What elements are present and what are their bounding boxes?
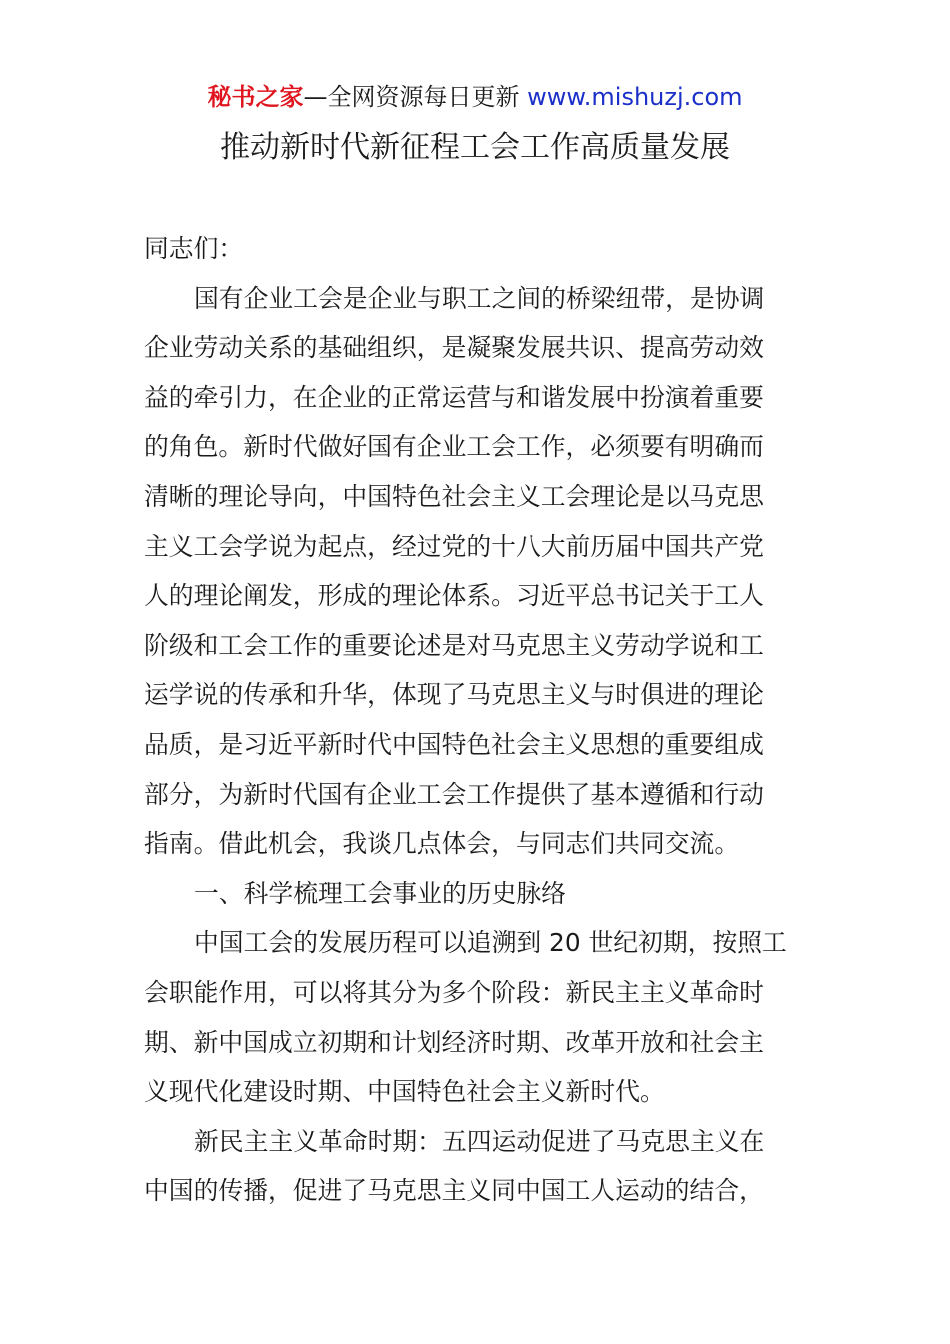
body-line: 新民主主义革命时期：五四运动促进了马克思主义在 bbox=[194, 1126, 765, 1156]
body-line: 主义工会学说为起点，经过党的十八大前历届中国共产党 bbox=[144, 531, 764, 561]
section-heading: 一、科学梳理工会事业的历史脉络 bbox=[194, 878, 566, 908]
body-line: 期、新中国成立初期和计划经济时期、改革开放和社会主 bbox=[144, 1027, 764, 1057]
body-line: 清晰的理论导向，中国特色社会主义工会理论是以马克思 bbox=[144, 481, 764, 511]
site-brand: 秘书之家 bbox=[207, 83, 304, 111]
body-line: 阶级和工会工作的重要论述是对马克思主义劳动学说和工 bbox=[144, 630, 764, 660]
body-line: 会职能作用，可以将其分为多个阶段：新民主主义革命时 bbox=[144, 977, 764, 1007]
site-tagline: —全网资源每日更新 bbox=[303, 83, 528, 111]
body-line: 品质，是习近平新时代中国特色社会主义思想的重要组成 bbox=[144, 729, 764, 759]
body-line: 国有企业工会是企业与职工之间的桥梁纽带，是协调 bbox=[194, 283, 765, 313]
body-line: 运学说的传承和升华，体现了马克思主义与时俱进的理论 bbox=[144, 680, 764, 710]
site-banner bbox=[0, 80, 950, 114]
body-line: 的角色。新时代做好国有企业工会工作，必须要有明确而 bbox=[144, 432, 764, 462]
body-line: 指南。借此机会，我谈几点体会，与同志们共同交流。 bbox=[144, 829, 740, 859]
site-url-link[interactable]: www.mishuzj.com bbox=[527, 83, 743, 111]
body-line: 益的牵引力，在企业的正常运营与和谐发展中扮演着重要 bbox=[144, 382, 764, 412]
body-line: 中国的传播，促进了马克思主义同中国工人运动的结合， bbox=[144, 1176, 764, 1206]
body-line: 中国工会的发展历程可以追溯到 20 世纪初期，按照工 bbox=[194, 928, 787, 958]
document-title: 推动新时代新征程工会工作高质量发展 bbox=[220, 130, 730, 165]
body-line: 部分，为新时代国有企业工会工作提供了基本遵循和行动 bbox=[144, 779, 764, 809]
document-body bbox=[144, 224, 809, 1216]
salutation: 同志们： bbox=[144, 234, 244, 263]
body-line: 企业劳动关系的基础组织，是凝聚发展共识、提高劳动效 bbox=[144, 333, 764, 363]
body-line: 义现代化建设时期、中国特色社会主义新时代。 bbox=[144, 1077, 665, 1107]
body-line: 人的理论阐发，形成的理论体系。习近平总书记关于工人 bbox=[144, 581, 764, 611]
